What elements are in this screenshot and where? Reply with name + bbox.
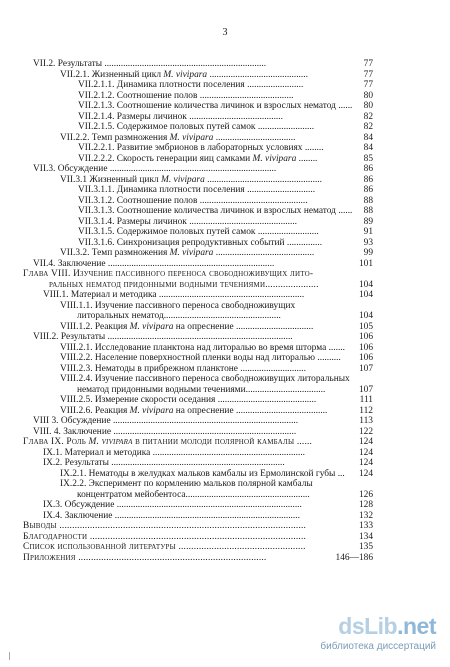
toc-entry-text: VIII.2. Результаты ............................................................................... xyxy=(33,332,293,342)
toc-entry-text: VII.3.1.1. Динамика плотности поселения ............................. xyxy=(78,185,316,195)
toc-page-number: 124 xyxy=(358,437,373,447)
toc-entry-text: VII.3.1.6. Синхронизация репродуктивных событий ............... xyxy=(78,237,323,248)
toc-entry xyxy=(0,311,450,322)
toc-entry xyxy=(0,343,450,354)
toc-page-number: 80 xyxy=(363,90,373,101)
toc-entry-text: VIII.1. Материал и методика .............................................................. xyxy=(43,290,305,300)
toc-entry-text: ральных нематод придонными водными течениями..................... xyxy=(49,279,319,290)
watermark-subtitle: библиотека диссертаций xyxy=(320,641,436,652)
toc-entry-text: VIII.2.6. Реакция M. vivipara на опреснение ....................................... xyxy=(60,405,328,416)
toc-entry xyxy=(0,511,450,522)
toc-entry-text: VII.2. Результаты ..................................................................... xyxy=(33,59,267,69)
species-name: M. vivipara xyxy=(88,437,133,447)
toc-entry-text: VII.3.1.5. Содержимое половых путей самок .......................... xyxy=(78,227,319,237)
toc-entry xyxy=(0,175,450,186)
toc-entry xyxy=(0,143,450,154)
toc-page-number: 112 xyxy=(359,405,373,416)
toc-entry xyxy=(0,521,450,532)
toc-page-number: 105 xyxy=(358,321,373,332)
toc-entry-text: Список использованной литературы .................................................. xyxy=(23,542,306,552)
toc-entry-text: IX.1. Материал и методика ................................................................. xyxy=(43,447,305,458)
toc-page-number: 91 xyxy=(363,227,373,237)
toc-entry-text: VII.3.2. Темп размножения M. vivipara .......................................... xyxy=(60,248,315,258)
toc-page-number: 111 xyxy=(359,395,373,405)
table-of-contents xyxy=(0,59,450,563)
toc-entry xyxy=(0,91,450,102)
watermark xyxy=(320,613,436,655)
toc-entry xyxy=(0,227,450,238)
toc-page-number: 77 xyxy=(363,69,373,80)
toc-page-number: 124 xyxy=(358,447,373,458)
toc-entry xyxy=(0,154,450,165)
toc-entry-text: VII.4. Заключение ....................................................................... xyxy=(33,258,275,269)
toc-entry xyxy=(0,500,450,511)
toc-page-number: 134 xyxy=(358,531,373,542)
toc-entry-text: VII.2.2.2. Скорость генерации яиц самками M. vivipara ........ xyxy=(78,153,318,164)
toc-entry xyxy=(0,164,450,175)
toc-entry-text: Благодарности ..................................................................................... xyxy=(23,531,307,542)
toc-page-number: 93 xyxy=(363,237,373,248)
toc-page-number: 86 xyxy=(363,164,373,174)
toc-entry xyxy=(0,217,450,228)
toc-entry-text: VIII.2.5. Измерение скорости оседания .......................................... xyxy=(60,395,317,405)
toc-entry xyxy=(0,238,450,249)
toc-entry xyxy=(0,416,450,427)
toc-entry xyxy=(0,322,450,333)
toc-page-number: 101 xyxy=(358,258,373,269)
toc-page-number: 106 xyxy=(358,332,373,342)
toc-page-number: 82 xyxy=(363,122,373,132)
toc-page-number: 84 xyxy=(363,143,373,153)
toc-entry-text: Выводы ................................................................................................. xyxy=(23,521,307,531)
toc-entry-text: IX.4. Заключение ............................................................................... xyxy=(43,510,300,521)
toc-entry-text: IX.2. Результаты .......................................................................... xyxy=(43,458,285,468)
toc-entry-text: VII.2.2.1. Развитие эмбрионов в лабораторных условиях ........ xyxy=(78,143,324,153)
toc-entry-text: IX.2.2. Эксперимент по кормлению мальков полярной камбалы xyxy=(60,479,313,489)
species-name: M. vivipara xyxy=(252,153,297,164)
toc-entry-text: VII.3. Обсуждение ....................................................................... xyxy=(33,164,277,174)
toc-entry-text: концентратом мейобентоса..................................................... xyxy=(77,489,310,500)
toc-entry xyxy=(0,469,450,480)
toc-page-number: 80 xyxy=(363,101,373,111)
toc-page-number: 132 xyxy=(358,510,373,521)
toc-entry xyxy=(0,80,450,91)
toc-entry xyxy=(0,532,450,543)
toc-entry xyxy=(0,395,450,406)
toc-page-number: 113 xyxy=(359,416,373,426)
toc-entry xyxy=(0,385,450,396)
toc-entry-text: VII.2.1.5. Содержимое половых путей самок ........................ xyxy=(78,122,315,132)
species-name: M. vivipara xyxy=(161,174,205,185)
toc-entry xyxy=(0,542,450,553)
toc-entry xyxy=(0,185,450,196)
toc-entry-text: VII.3.1.2. Соотношение полов .............................................. xyxy=(78,195,308,206)
toc-entry-text: VIII. 4. Заключение .............................................................................. xyxy=(33,426,297,437)
toc-entry xyxy=(0,374,450,385)
toc-entry-text: VII.3.1 Жизненный цикл M. vivipara ................................................. xyxy=(60,174,322,185)
toc-entry-text: VIII.2.3. Нематоды в прибрежном планктоне ............................ xyxy=(60,363,306,374)
toc-entry-text: VIII.2.1. Исследование планктона над литоралью во время шторма ....... xyxy=(60,342,345,353)
species-name: M. vivipara xyxy=(169,132,214,143)
toc-entry xyxy=(0,280,450,291)
species-name: M. vivipara xyxy=(163,69,208,80)
toc-page-number: 88 xyxy=(363,206,373,216)
toc-page-number: 86 xyxy=(363,174,373,185)
toc-page-number: 135 xyxy=(358,542,373,552)
toc-entry xyxy=(0,437,450,448)
toc-entry-text: VII.3.1.4. Размеры личинок .............................................. xyxy=(78,216,298,227)
toc-entry xyxy=(0,490,450,501)
toc-page-number: 104 xyxy=(358,290,373,300)
toc-entry-text: VII.2.1.3. Соотношение количества личинок и взрослых нематод ...... xyxy=(78,101,353,111)
toc-entry-text: IX.2.1. Нематоды в желудках мальков камбалы из Ермолинской губы ... xyxy=(60,468,345,479)
toc-entry xyxy=(0,259,450,270)
toc-page-number: 99 xyxy=(363,248,373,258)
toc-entry-text: VII.2.2. Темп размножения M. vivipara .................................. xyxy=(60,132,296,143)
toc-page-number: 107 xyxy=(358,384,373,395)
toc-page-number: 146—186 xyxy=(335,552,373,563)
toc-page-number: 84 xyxy=(363,132,373,143)
toc-entry xyxy=(0,353,450,364)
toc-entry xyxy=(0,59,450,70)
toc-entry xyxy=(0,479,450,490)
toc-entry xyxy=(0,269,450,280)
species-name: M. vivipara xyxy=(169,248,214,258)
toc-page-number: 133 xyxy=(358,521,373,531)
toc-entry xyxy=(0,196,450,207)
toc-entry xyxy=(0,70,450,81)
toc-entry xyxy=(0,122,450,133)
toc-page-number: 106 xyxy=(358,342,373,353)
toc-entry xyxy=(0,553,450,564)
toc-page-number: 85 xyxy=(363,153,373,164)
toc-page-number: 86 xyxy=(363,185,373,195)
toc-entry-text: VII.3.1.3. Соотношение количества личинок и взрослых нематод ...... xyxy=(78,206,353,216)
toc-entry-text: литоральных нематод.................................................. xyxy=(77,311,281,321)
toc-entry-text: Глава IX. Роль M. vivipara в питании молоди полярной камбалы ...... xyxy=(23,437,313,447)
toc-entry xyxy=(0,290,450,301)
toc-page-number: 122 xyxy=(358,426,373,437)
corner-mark xyxy=(9,652,10,660)
toc-page-number: 77 xyxy=(363,59,373,69)
toc-page-number: 126 xyxy=(358,489,373,500)
toc-entry xyxy=(0,458,450,469)
species-name: M. vivipara xyxy=(129,321,174,332)
toc-page-number: 82 xyxy=(363,111,373,122)
toc-page-number: 124 xyxy=(358,458,373,468)
toc-entry xyxy=(0,112,450,123)
toc-entry-text: VIII 3. Обсуждение ............................................................................... xyxy=(33,416,299,426)
toc-page-number: 104 xyxy=(358,279,373,290)
toc-entry-text: Глава VIII. Изучение пассивного переноса свободноживущих лито- xyxy=(23,269,314,279)
toc-entry xyxy=(0,206,450,217)
species-name: M. vivipara xyxy=(129,405,174,416)
toc-entry xyxy=(0,133,450,144)
toc-entry-text: VIII.2.2. Население поверхностной пленки воды над литоралью .......... xyxy=(60,353,341,363)
toc-page-number: 128 xyxy=(358,500,373,510)
toc-entry-text: VII.2.1. Жизненный цикл M. vivipara .......................................... xyxy=(60,69,308,80)
toc-entry-text: VIII.1.1. Изучение пассивного переноса свободноживущих xyxy=(60,300,296,311)
toc-entry xyxy=(0,332,450,343)
toc-entry-text: VIII.2.4. Изучение пассивного переноса свободноживущих литоральных xyxy=(60,374,350,384)
toc-page-number: 88 xyxy=(363,195,373,206)
toc-page-number: 107 xyxy=(358,363,373,374)
toc-entry xyxy=(0,406,450,417)
toc-entry xyxy=(0,448,450,459)
toc-page-number: 106 xyxy=(358,353,373,363)
toc-entry-text: Приложения .......................................................................... xyxy=(23,552,267,563)
toc-entry-text: VIII.1.2. Реакция M. vivipara на опреснение ................................. xyxy=(60,321,314,332)
page-number: 3 xyxy=(222,27,228,38)
toc-entry-text: VII.2.1.4. Размеры личинок ........................................ xyxy=(78,111,283,122)
toc-entry xyxy=(0,248,450,259)
toc-page-number: 89 xyxy=(363,216,373,227)
toc-page-number: 77 xyxy=(363,80,373,90)
toc-entry xyxy=(0,101,450,112)
toc-entry xyxy=(0,427,450,438)
toc-page-number: 104 xyxy=(358,311,373,321)
toc-entry-text: IX.3. Обсуждение ............................................................................... xyxy=(43,500,302,510)
watermark-logo: dsLib.net xyxy=(338,613,436,639)
toc-page-number: 124 xyxy=(358,468,373,479)
toc-entry xyxy=(0,364,450,375)
toc-entry-text: VII.2.1.2. Соотношение полов ........................................ xyxy=(78,90,294,101)
toc-entry-text: VII.2.1.1. Динамика плотности поселения ........................ xyxy=(78,80,304,90)
toc-entry-text: нематод придонными водными течениями.................................. xyxy=(77,384,326,395)
toc-entry xyxy=(0,301,450,312)
